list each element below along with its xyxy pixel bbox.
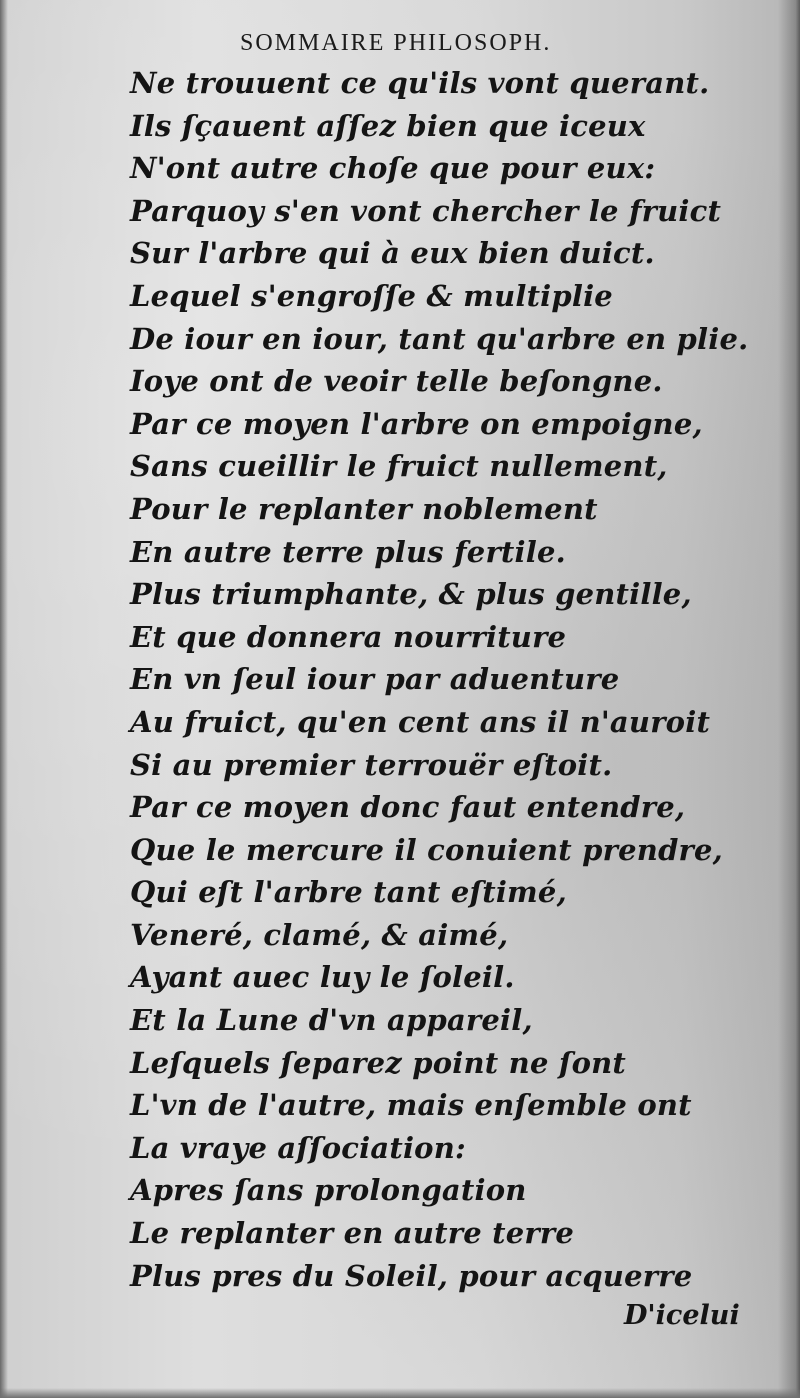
verse-line: Veneré, clamé, & aimé, [130, 917, 509, 952]
verse-line: Par ce moyen donc faut entendre, [130, 790, 686, 825]
verse-line: Leſquels ſeparez point ne ſont [130, 1045, 626, 1080]
verse-line: Ne trouuent ce qu'ils vont querant. [130, 66, 710, 100]
verse-line: La vraye aſſociation: [130, 1130, 466, 1165]
page-shadow-left [0, 0, 8, 1398]
verse-line: Sans cueillir le fruict nullement, [130, 449, 668, 484]
verse-line: Le replanter en autre terre [130, 1216, 575, 1251]
verse-line: Par ce moyen l'arbre on empoigne, [130, 406, 703, 441]
verse-line: L'vn de l'autre, mais enſemble ont [130, 1088, 692, 1123]
verse-block [130, 62, 750, 1297]
verse-line: En vn ſeul iour par aduenture [130, 662, 620, 697]
page-shadow-bottom [0, 1388, 800, 1398]
verse-line: Qui eſt l'arbre tant eſtimé, [130, 875, 567, 910]
verse-line: Ioye ont de veoir telle beſongne. [130, 364, 663, 399]
page-shadow-right [778, 0, 800, 1398]
verse-line: N'ont autre choſe que pour eux: [130, 151, 656, 186]
verse-line: Et la Lune d'vn appareil, [130, 1003, 533, 1038]
verse-line: Lequel s'engroſſe & multiplie [130, 278, 613, 313]
catchword: D'icelui [624, 1300, 740, 1331]
verse-line: En autre terre plus fertile. [130, 534, 566, 569]
verse-line: Pour le replanter noblement [130, 491, 598, 526]
verse-line: Plus pres du Soleil, pour acquerre [130, 1258, 693, 1293]
verse-line: Apres ſans prolongation [130, 1173, 527, 1208]
verse-line: Si au premier terrouër eſtoit. [130, 747, 613, 782]
verse-line: Parquoy s'en vont chercher le fruict [130, 193, 722, 228]
verse-line: Et que donnera nourriture [130, 619, 567, 654]
verse-line: Plus triumphante, & plus gentille, [130, 577, 692, 612]
verse-line: Sur l'arbre qui à eux bien duict. [130, 236, 655, 271]
verse-line: Au fruict, qu'en cent ans il n'auroit [130, 704, 711, 739]
verse-line: De iour en iour, tant qu'arbre en plie. [130, 321, 749, 356]
running-head: SOMMAIRE PHILOSOPH. [240, 30, 552, 56]
verse-line: Ils ſçauent aſſez bien que iceux [130, 108, 646, 143]
verse-line: Que le mercure il conuient prendre, [130, 832, 723, 867]
verse-line: Ayant auec luy le ſoleil. [130, 960, 515, 995]
